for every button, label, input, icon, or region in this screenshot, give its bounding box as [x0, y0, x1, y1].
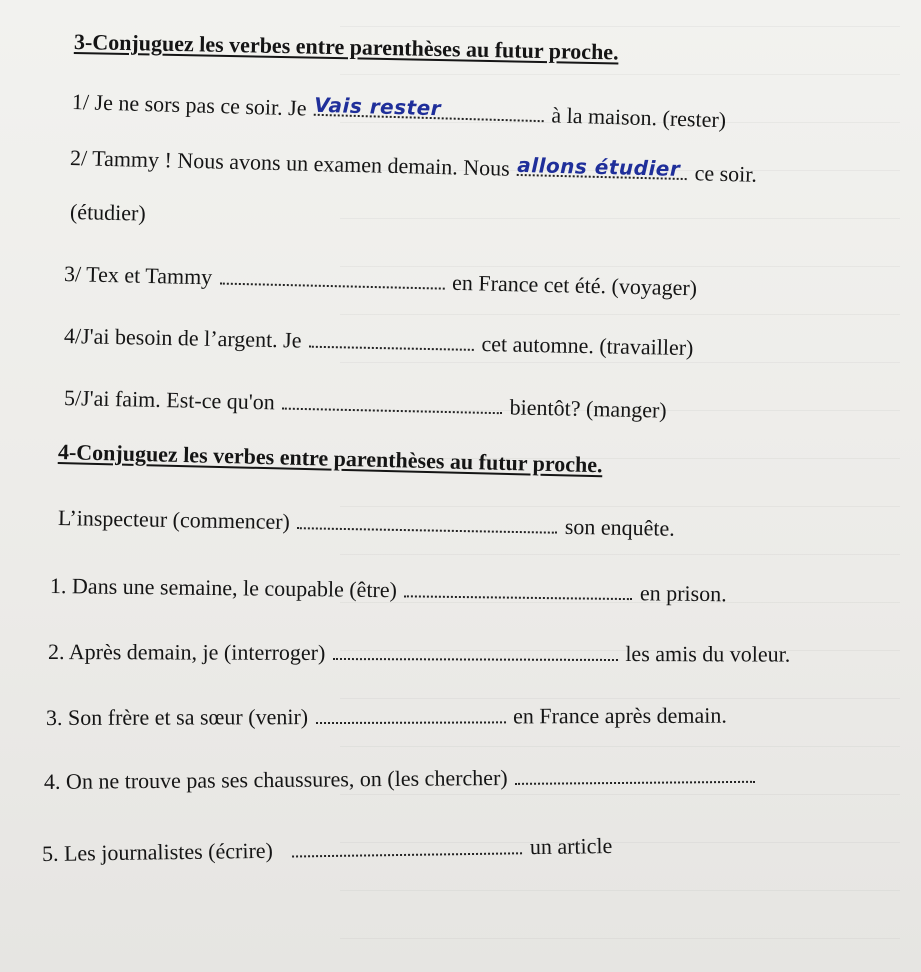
answer-blank-s4-3[interactable]: [316, 717, 506, 724]
answer-blank-1[interactable]: [313, 92, 544, 122]
section-4-item-3: [46, 704, 727, 731]
item-2-before: 2/ Tammy ! Nous avons un examen demain. Nous: [69, 145, 511, 181]
item-4-after: cet automne. (travailler): [481, 331, 694, 361]
answer-blank-s4-4[interactable]: [515, 776, 755, 784]
s4-item-2-before: 2. Après demain, je (interroger): [47, 639, 326, 665]
answer-blank-s4-1[interactable]: [404, 591, 632, 600]
answer-blank-s4-5[interactable]: [292, 848, 522, 858]
intro-before: L’inspecteur (commencer): [57, 505, 291, 535]
item-5-after: bientôt? (manger): [509, 394, 667, 423]
item-3-after: en France cet été. (voyager): [451, 269, 698, 301]
answer-blank-3[interactable]: [220, 278, 445, 289]
handwritten-answer-1: Vais rester: [313, 92, 442, 121]
s4-item-3-before: 3. Son frère et sa sœur (venir): [45, 704, 309, 730]
s4-item-1-before: 1. Dans une semaine, le coupable (être): [49, 573, 398, 603]
item-1-after: à la maison. (rester): [551, 102, 727, 133]
answer-blank-intro[interactable]: [297, 523, 557, 534]
answer-blank-4[interactable]: [309, 341, 474, 351]
s4-item-5-after: un article: [529, 833, 613, 860]
s4-item-3-after: en France après demain.: [513, 702, 727, 729]
answer-blank-5[interactable]: [282, 403, 502, 414]
handwritten-answer-2: allons étudier: [517, 152, 681, 181]
item-2-after: ce soir.: [694, 160, 758, 187]
section-3-item-2: [70, 146, 758, 187]
section-4-item-2: [48, 640, 790, 667]
s4-item-2-after: les amis du voleur.: [625, 641, 791, 667]
section-3-item-3: [64, 262, 698, 301]
item-3-before: 3/ Tex et Tammy: [63, 261, 213, 290]
s4-item-1-after: en prison.: [639, 580, 727, 607]
section-4-item-1: [50, 574, 727, 606]
s4-item-5-before: 5. Les journalistes (écrire): [41, 837, 274, 866]
section-3-title-text: 3-Conjuguez les verbes entre parenthèses au futur proche.: [73, 29, 619, 65]
section-4-item-5: [42, 834, 613, 866]
intro-after: son enquête.: [564, 513, 676, 541]
section-3-item-4: [64, 324, 694, 360]
item-1-before: 1/ Je ne sors pas ce soir. Je: [71, 89, 307, 121]
section-3-title: [74, 30, 619, 65]
item-2-verb-hint: (étudier): [69, 199, 146, 226]
bleed-through-texture: [340, 0, 900, 972]
section-4-item-4: [44, 764, 757, 794]
section-3-item-1: [72, 90, 727, 132]
item-5-before: 5/J'ai faim. Est-ce qu'on: [63, 385, 275, 415]
section-4-title-text: 4-Conjuguez les verbes entre parenthèses au futur proche.: [57, 439, 603, 478]
item-4-before: 4/J'ai besoin de l’argent. Je: [63, 323, 302, 353]
section-4-intro: [58, 506, 675, 541]
answer-blank-s4-2[interactable]: [333, 654, 618, 661]
answer-blank-2[interactable]: [517, 152, 687, 181]
section-3-item-2-continuation: [70, 200, 146, 226]
s4-item-4-before: 4. On ne trouve pas ses chaussures, on (les chercher): [43, 764, 508, 794]
section-4-title: [58, 440, 603, 477]
section-3-item-5: [64, 386, 667, 423]
